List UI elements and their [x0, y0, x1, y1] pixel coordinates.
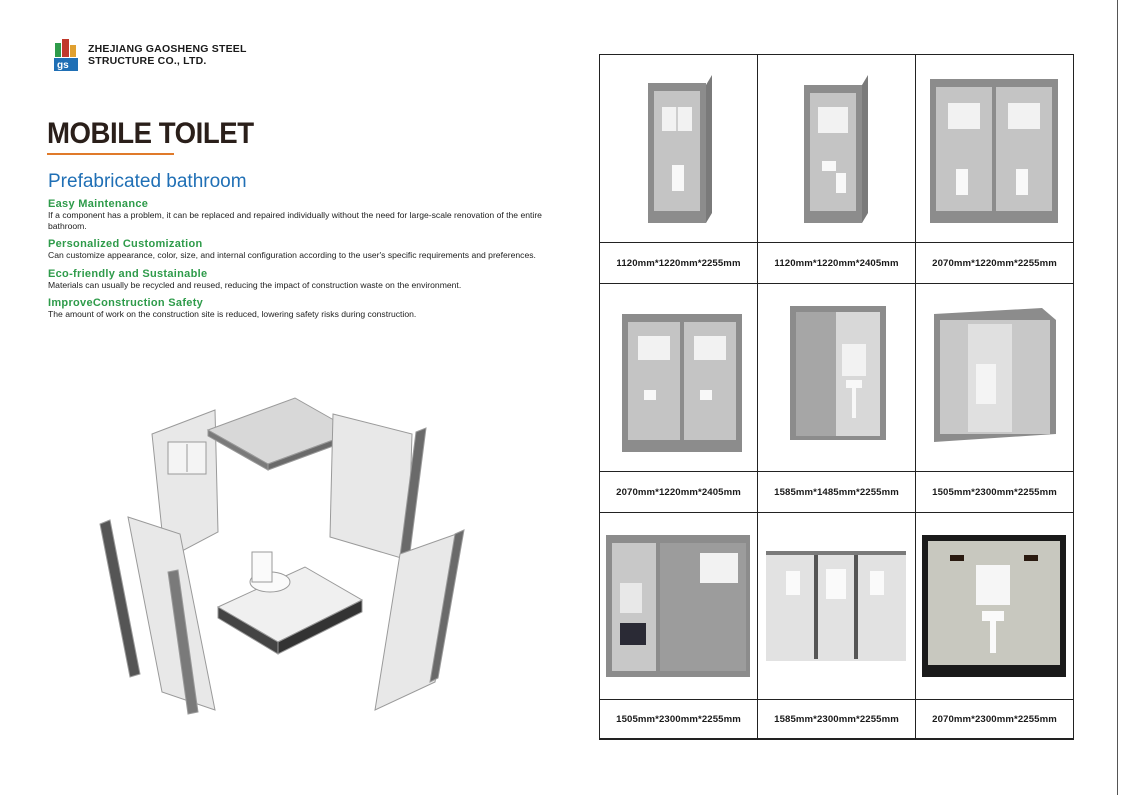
- product-size-label: 1120mm*1220mm*2255mm: [600, 243, 758, 284]
- feature-description: The amount of work on the construction site is reduced, lowering safety risks during construction.: [48, 309, 417, 319]
- product-image: [600, 513, 758, 700]
- container-bathroom-vanity-icon: [600, 513, 757, 699]
- feature-heading: Easy Maintenance: [48, 198, 149, 210]
- product-image: [916, 513, 1074, 700]
- washroom-with-basin-icon: [758, 284, 915, 471]
- product-size-label: 2070mm*1220mm*2405mm: [600, 472, 758, 513]
- feature-item: [48, 238, 548, 261]
- feature-item: [48, 198, 548, 231]
- product-image: [600, 284, 758, 472]
- container-shower-room-icon: [916, 284, 1073, 471]
- product-size-label: 2070mm*1220mm*2255mm: [916, 243, 1074, 284]
- product-size-label: 1505mm*2300mm*2255mm: [916, 472, 1074, 513]
- feature-description: Materials can usually be recycled and reused, reducing the impact of construction waste on the environment.: [48, 279, 462, 290]
- product-image: [916, 284, 1074, 472]
- exploded-toilet-illustration: [90, 392, 470, 732]
- feature-item: [48, 297, 548, 320]
- feature-heading: Eco-friendly and Sustainable: [48, 267, 208, 280]
- product-image: [916, 55, 1074, 243]
- page-title: MOBILE TOILET: [47, 117, 254, 150]
- svg-text:gs: gs: [57, 60, 69, 71]
- feature-heading: ImproveConstruction Safety: [48, 297, 204, 309]
- twin-toilet-basin-cutaway-icon: [758, 513, 915, 699]
- product-image: [758, 284, 916, 472]
- product-size-label: 1505mm*2300mm*2255mm: [600, 700, 758, 739]
- company-name-line2: STRUCTURE CO., LTD.: [88, 55, 207, 67]
- feature-heading: Personalized Customization: [48, 238, 203, 250]
- basin-room-with-mirror-icon: [916, 513, 1073, 699]
- product-size-label: 1120mm*1220mm*2405mm: [758, 243, 916, 284]
- product-image: [758, 513, 916, 700]
- company-name-line1: ZHEJIANG GAOSHENG STEEL: [88, 43, 247, 55]
- feature-list: [48, 198, 548, 327]
- product-size-label: 2070mm*2300mm*2255mm: [916, 700, 1074, 739]
- page-subtitle: Prefabricated bathroom: [48, 171, 247, 192]
- feature-description: Can customize appearance, color, size, and internal configuration according to the user's specific requirements and preferences.: [48, 250, 536, 260]
- double-toilet-open-doors-icon: [916, 55, 1073, 242]
- double-toilet-sink-open-doors-icon: [600, 284, 757, 471]
- single-toilet-sink-open-door-icon: [758, 55, 915, 242]
- single-toilet-open-door-icon: [600, 55, 757, 242]
- product-image: [758, 55, 916, 243]
- product-image: [600, 55, 758, 243]
- company-logo: [52, 37, 247, 73]
- title-underline: [47, 153, 174, 155]
- product-size-label: 1585mm*1485mm*2255mm: [758, 472, 916, 513]
- gaosheng-logo-icon: [52, 37, 80, 73]
- page-edge-rule: [1117, 0, 1118, 795]
- feature-item: [48, 268, 548, 291]
- product-size-label: 1585mm*2300mm*2255mm: [758, 700, 916, 739]
- product-size-grid: [599, 54, 1074, 740]
- feature-description: If a component has a problem, it can be replaced and repaired individually without the need for large-scale renovation of the entire bathroom.: [48, 210, 542, 231]
